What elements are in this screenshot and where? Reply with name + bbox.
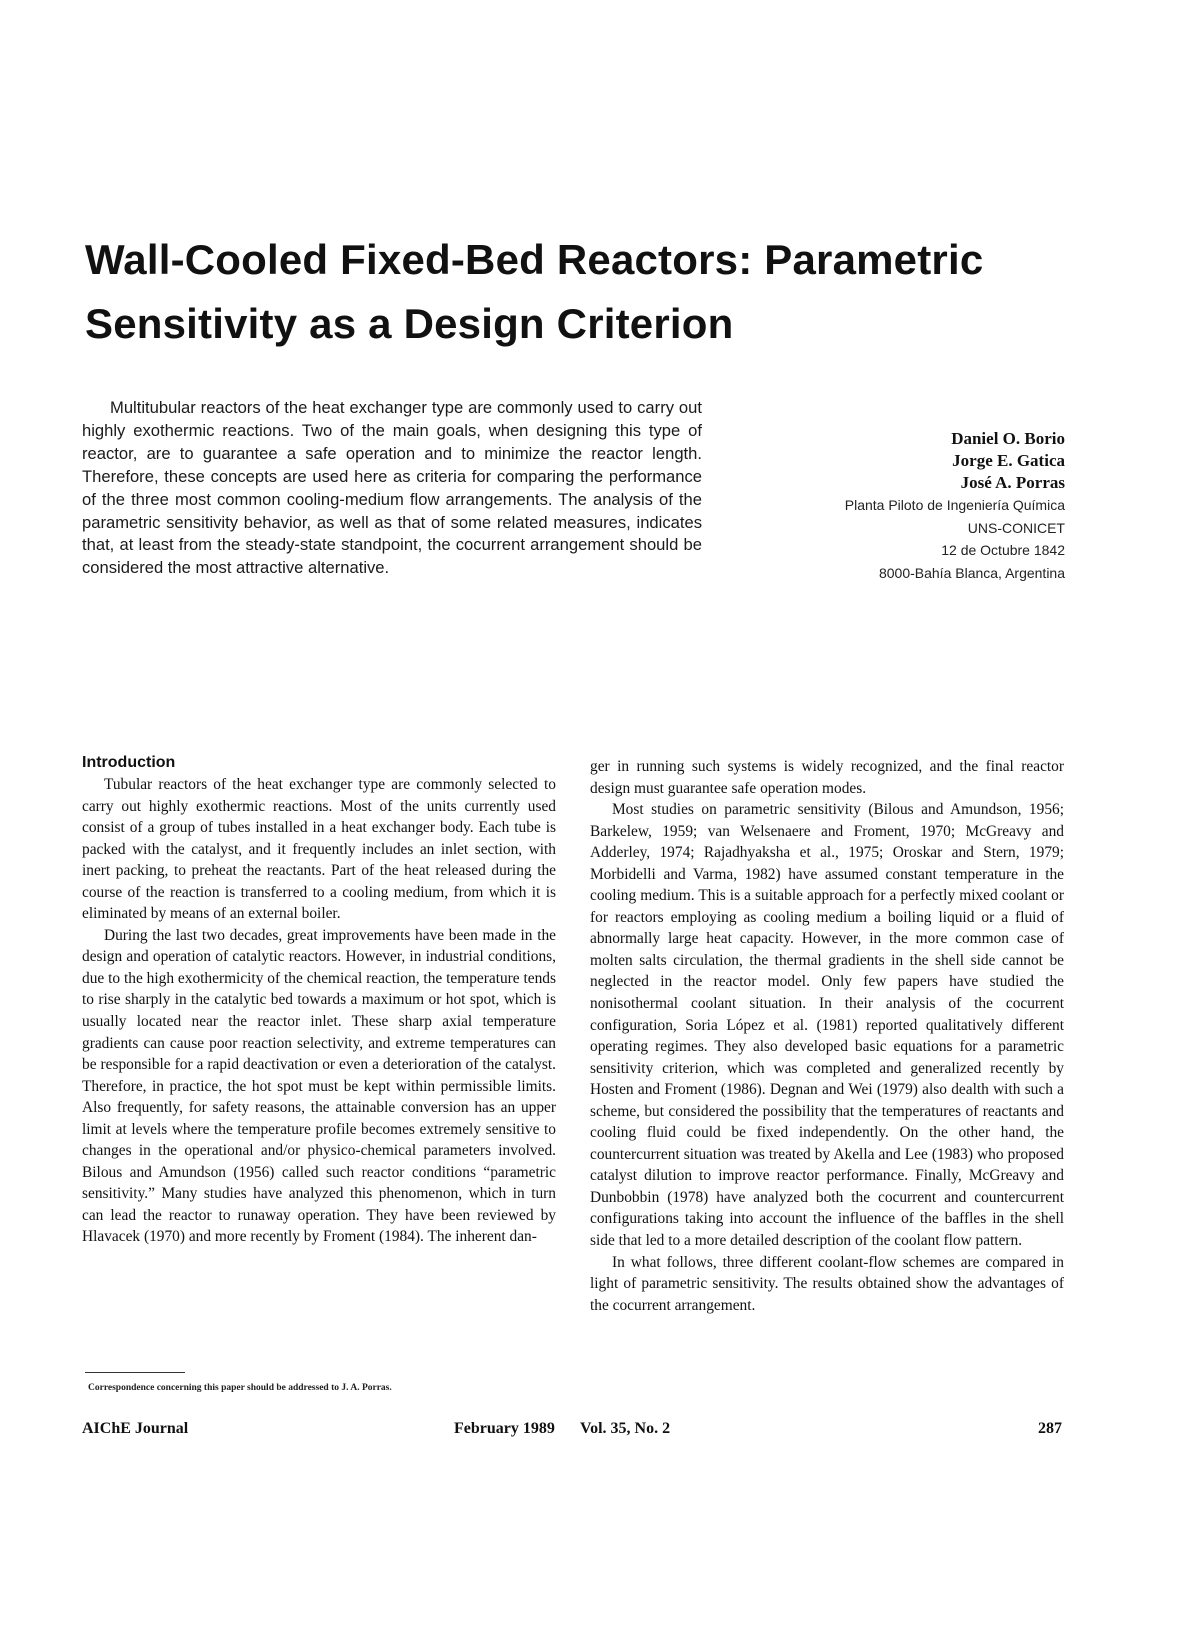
author-name: Jorge E. Gatica (952, 451, 1065, 470)
affiliation-line: Planta Piloto de Ingeniería Química (844, 497, 1065, 513)
author-block (745, 428, 1065, 584)
body-column-right (590, 756, 1064, 1316)
article-title-line-2: Sensitivity as a Design Criterion (85, 300, 734, 347)
author-name: Daniel O. Borio (951, 429, 1065, 448)
body-column-left (82, 752, 556, 1248)
body-paragraph: In what follows, three different coolant-flow schemes are compared in light of parametric sensitivity. The results obtained show the advantages of the cocurrent arrangement. (590, 1253, 1064, 1314)
section-heading-introduction: Introduction (82, 754, 176, 771)
body-paragraph: Most studies on parametric sensitivity (Bilous and Amundson, 1956; Barkelew, 1959; van Welsenaere and Froment, 1970; McGreavy and Adderley, 1974; Rajadhyaksha et al., 1975; Oroskar and Stern, 1979; Morbidelli and Varma, 1982) have assumed constant temperature in the cooling medium. This is a suitable approach for a perfectly mixed coolant or for reactors employing as cooling medium a boiling liquid or a fluid of abnormally large heat capacity. However, in the more common case of molten salts circulation, the thermal gradients in the shell side cannot be neglected in the reactor model. Only few papers have studied the nonisothermal coolant situation. In their analysis of the cocurrent configuration, Soria López et al. (1981) reported qualitatively different operating regimes. They also developed basic equations for a parametric sensitivity criterion, which was completed and generalized recently by Hosten and Froment (1986). Degnan and Wei (1979) also dealth with such a scheme, but considered the possibility that the temperatures of reactants and cooling fluid could be fixed independently. On the other hand, the countercurrent situation was treated by Akella and Lee (1983) who proposed catalyst dilution to improve reactor performance. Finally, McGreavy and Dunbobbin (1978) have analyzed both the cocurrent and countercurrent configurations taking into account the influence of the baffles in the shell side that led to a more detailed description of the coolant flow pattern. (590, 801, 1064, 1250)
affiliation-line: 12 de Octubre 1842 (941, 542, 1065, 558)
affiliation-line: 8000-Bahía Blanca, Argentina (878, 564, 1065, 581)
author-name: José A. Porras (960, 473, 1065, 492)
footnote-divider (85, 1372, 185, 1373)
footer-issue-date: February 1989 (454, 1420, 555, 1437)
body-paragraph-continued: ger in running such systems is widely recognized, and the final reactor design must guarantee safe operation modes. (590, 758, 1064, 797)
article-title (85, 228, 1085, 356)
abstract: Multitubular reactors of the heat exchanger type are commonly used to carry out highly exothermic reactions. Two of the main goals, when designing this type of reactor, are to guarantee a safe operation and to minimize the reactor length. Therefore, these concepts are used here as criteria for comparing the performance of the three most common cooling-medium flow arrangements. The analysis of the parametric sensitivity behavior, as well as that of some related measures, indicates that, at least from the steady-state standpoint, the cocurrent arrangement should be considered the most attractive alternative. (82, 398, 702, 578)
correspondence-footnote: Correspondence concerning this paper should be addressed to J. A. Porras. (88, 1383, 392, 1393)
body-paragraph: During the last two decades, great improvements have been made in the design and operation of catalytic reactors. However, in industrial conditions, due to the high exothermicity of the chemical reaction, the temperature tends to rise sharply in the catalytic bed towards a maximum or hot spot, which is usually located near the reactor inlet. These sharp axial temperature gradients can cause poor reaction selectivity, and extreme temperatures can be responsible for a rapid deactivation or even a deterioration of the catalyst. Therefore, in practice, the hot spot must be kept within permissible limits. Also frequently, for safety reasons, the attainable conversion has an upper limit at levels where the temperature profile becomes extremely sensitive to changes in the operational and/or physico-chemical parameters involved. Bilous and Amundson (1956) called such reactor conditions “parametric sensitivity.” Many studies have analyzed this phenomenon, which in turn can lead the reactor to runaway operation. They have been reviewed by Hlavacek (1970) and more recently by Froment (1984). The inherent dan- (82, 926, 556, 1246)
body-paragraph: Tubular reactors of the heat exchanger type are commonly selected to carry out highly exothermic reactions. Most of the units currently used consist of a group of tubes installed in a heat exchanger body. Each tube is packed with the catalyst, and it frequently includes an inlet section, with inert packing, to preheat the reactants. Part of the heat released during the course of the reaction is transferred to a cooling medium, from which it is eliminated by means of an external boiler. (82, 776, 556, 923)
footer-journal-name: AIChE Journal (82, 1420, 189, 1437)
affiliation-line: UNS-CONICET (967, 519, 1065, 536)
footer-page-number: 287 (1038, 1420, 1062, 1437)
footer-volume-issue: Vol. 35, No. 2 (580, 1420, 671, 1437)
article-title-line-1: Wall-Cooled Fixed-Bed Reactors: Parametric (85, 236, 984, 283)
